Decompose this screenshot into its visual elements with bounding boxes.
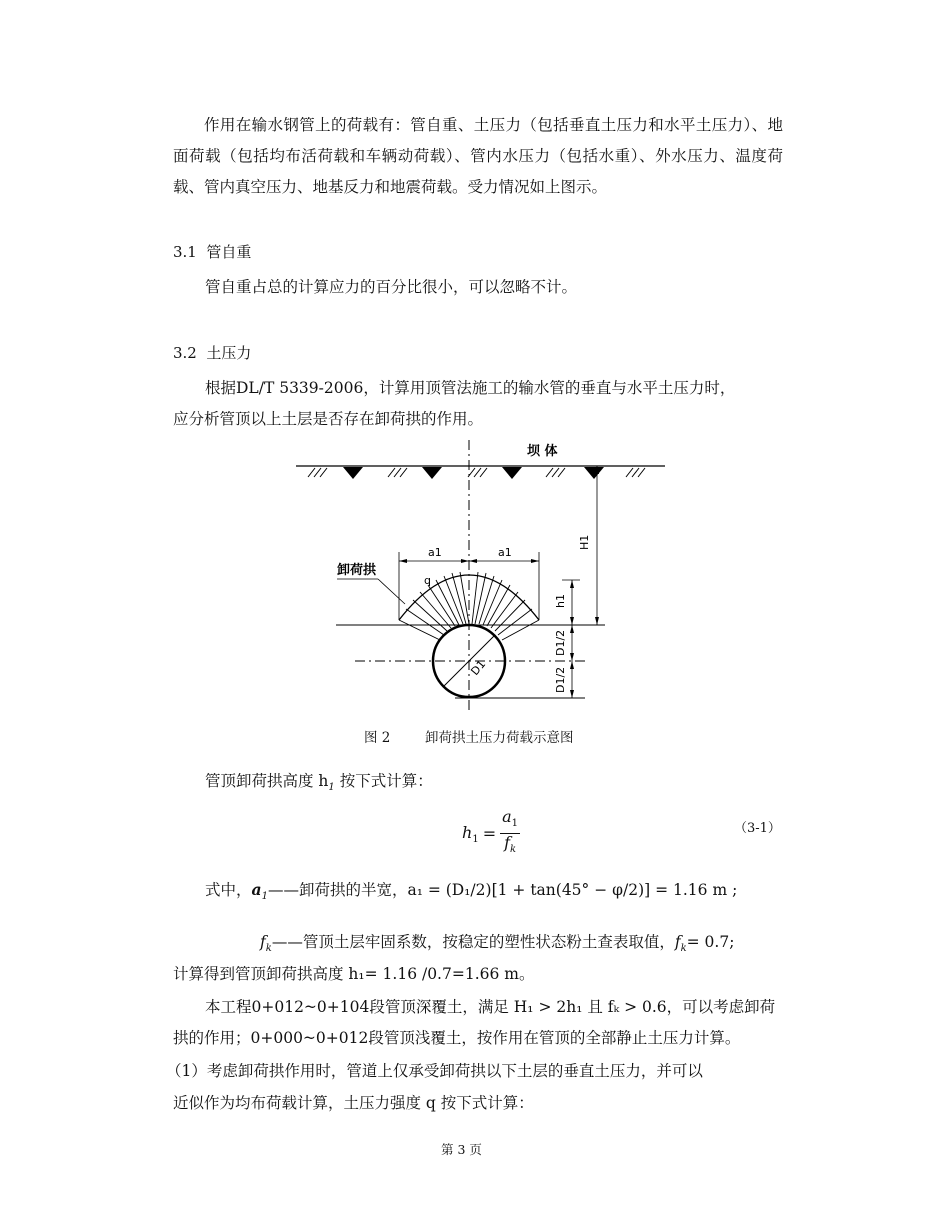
label-d1-half-lower: D1/2 — [554, 666, 567, 693]
label-d1: D1 — [468, 657, 489, 678]
consider-line-2: 近似作为均布荷载计算，土压力强度 q 按下式计算： — [173, 1094, 534, 1112]
definition-prefix: 式中， — [205, 881, 252, 899]
definition-fk — [260, 930, 734, 954]
figure-number: 图 2 — [364, 730, 391, 746]
equation-a1: a₁ = (D₁/2)[1 + tan(45° − φ/2)] = 1.16 m ; — [407, 881, 738, 899]
section-number: 3.2 — [173, 344, 197, 362]
project-line-1: 本工程0+012~0+104段管顶深覆土，满足 H₁ > 2h₁ 且 fₖ > 0.6，可以考虑卸荷 — [205, 998, 776, 1016]
symbol-f-sub-repeat: k — [680, 943, 687, 955]
label-unloading-arch: 卸荷拱 — [337, 563, 377, 578]
label-H1: H1 — [578, 534, 591, 550]
symbol-f-sub: k — [265, 943, 272, 955]
symbol-f: f — [260, 933, 266, 951]
formula-intro-end: 按下式计算： — [334, 772, 433, 790]
definition-a1-text: ——卸荷拱的半宽， — [267, 881, 408, 899]
section-3-1-body: 管自重占总的计算应力的百分比很小，可以忽略不计。 — [205, 278, 578, 296]
definition-a1 — [205, 878, 737, 902]
label-q: q — [424, 574, 431, 587]
section-title: 土压力 — [206, 344, 252, 362]
fk-value: = 0.7; — [686, 933, 735, 951]
formula-intro-sub: 1 — [328, 782, 335, 794]
symbol-a-sub: 1 — [261, 891, 268, 903]
figure-title: 卸荷拱土压力荷载示意图 — [424, 730, 574, 746]
section-3-2-body-line1: 根据DL/T 5339-2006，计算用顶管法施工的输水管的垂直与水平土压力时， — [205, 379, 736, 397]
project-line-2: 拱的作用；0+000~0+012段管顶浅覆土，按作用在管顶的全部静止土压力计算。 — [173, 1029, 741, 1047]
label-dam-body: 坝 体 — [527, 444, 558, 459]
page-footer: 第 3 页 — [441, 1142, 482, 1157]
intro-paragraph: 作用在输水钢管上的荷载有：管自重、土压力（包括垂直土压力和水平土压力）、地面荷载（包括均布活荷载和车辆动荷载）、管内水压力（包括水重）、外水压力、温度荷载、管内真空压力、地基反力和地震荷载。受力情况如上图示。 — [173, 116, 783, 196]
formula-intro — [205, 769, 433, 793]
section-number: 3.1 — [173, 243, 197, 261]
equation-3-1: $h_1$ = $\frac{a_1}{f_k}$ — [462, 807, 519, 856]
section-title: 管自重 — [206, 243, 252, 261]
consider-line-1: （1）考虑卸荷拱作用时，管道上仅承受卸荷拱以下土层的垂直土压力，并可以 — [166, 1062, 703, 1080]
equation-number: （3-1） — [734, 821, 781, 836]
definition-fk-text: ——管顶土层牢固系数，按稳定的塑性状态粉土查表取值， — [271, 933, 675, 951]
label-h1: h1 — [554, 594, 567, 608]
label-d1-half-upper: D1/2 — [554, 629, 567, 656]
section-3-2-body-line2: 应分析管顶以上土层是否存在卸荷拱的作用。 — [173, 410, 484, 428]
formula-intro-text: 管顶卸荷拱高度 h — [205, 772, 329, 790]
result-line: 计算得到管顶卸荷拱高度 h₁= 1.16 /0.7=1.66 m。 — [173, 965, 535, 983]
symbol-a: a — [251, 880, 262, 899]
label-a1-right: a1 — [498, 546, 512, 559]
label-a1-left: a1 — [428, 546, 442, 559]
figure-caption — [364, 726, 573, 746]
symbol-f-repeat: f — [674, 933, 681, 951]
